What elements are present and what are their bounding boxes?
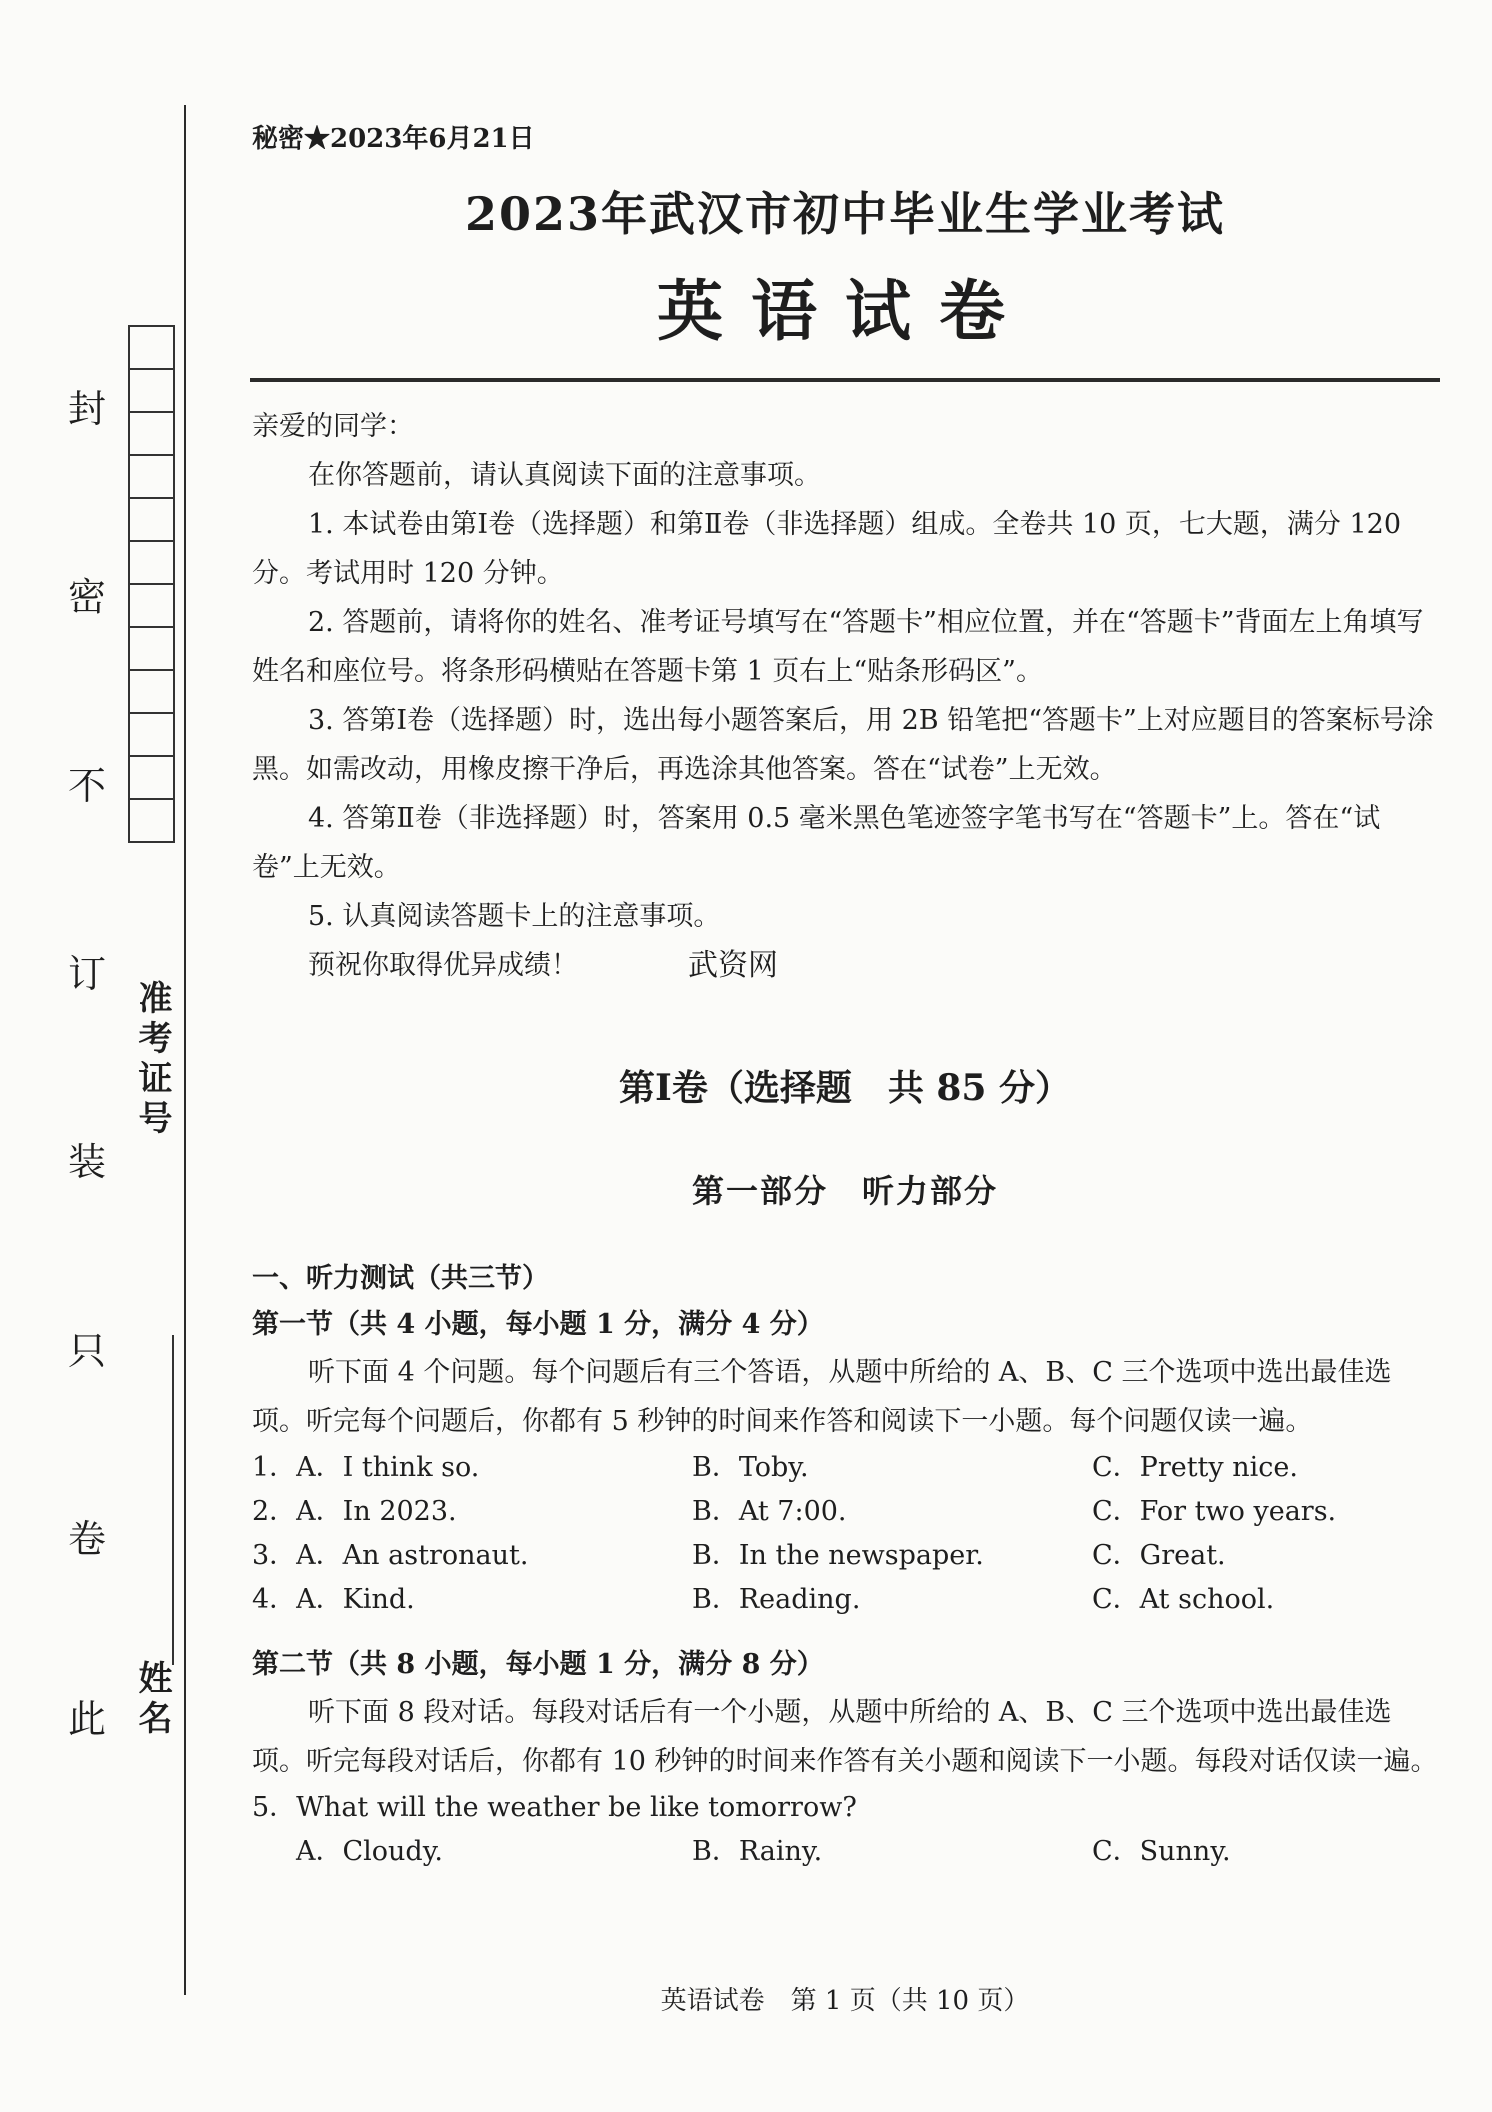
option-b: B．Rainy. — [692, 1836, 823, 1867]
section1-heading: 第一节（共 4 小题，每小题 1 分，满分 4 分） — [252, 1309, 824, 1340]
option-c: C．Great. — [1092, 1540, 1226, 1571]
part-title: 第一部分 听力部分 — [691, 1172, 998, 1210]
volume-title: 第Ⅰ卷（选择题 共 85 分） — [618, 1067, 1071, 1109]
listening-heading: 一、听力测试（共三节） — [252, 1263, 549, 1294]
exam-title: 2023年武汉市初中毕业生学业考试 — [464, 187, 1226, 241]
binding-char: 密 — [67, 575, 106, 619]
binding-char: 卷 — [67, 1517, 106, 1561]
option-b: B．At 7:00. — [692, 1496, 847, 1527]
option-a: A．Cloudy. — [296, 1836, 443, 1867]
id-number-label: 准考证号 — [132, 980, 172, 1140]
question-row — [252, 1446, 1442, 1490]
question-5 — [252, 1786, 1442, 1830]
binding-char: 只 — [67, 1329, 106, 1373]
option-b: B．In the newspaper. — [692, 1540, 984, 1571]
option-b: B．Reading. — [692, 1584, 861, 1615]
notice-item: 1. 本试卷由第Ⅰ卷（选择题）和第Ⅱ卷（非选择题）组成。全卷共 10 页，七大题，满分 120 分。考试用时 120 分钟。 — [252, 509, 1401, 589]
listening-section — [252, 1256, 1442, 1874]
option-a: 4．A．Kind. — [252, 1584, 415, 1615]
notice-intro: 在你答题前，请认真阅读下面的注意事项。 — [308, 460, 821, 491]
section2-heading: 第二节（共 8 小题，每小题 1 分，满分 8 分） — [252, 1649, 824, 1680]
binding-char: 订 — [67, 952, 106, 996]
id-number-boxes — [128, 325, 175, 843]
option-b: B．Toby. — [692, 1452, 809, 1483]
option-a: 3．A．An astronaut. — [252, 1540, 529, 1571]
notice-item: 4. 答第Ⅱ卷（非选择题）时，答案用 0.5 毫米黑色笔迹签字笔书写在“答题卡”上。答在“试卷”上无效。 — [252, 803, 1381, 883]
notice-item: 2. 答题前，请将你的姓名、准考证号填写在“答题卡”相应位置，并在“答题卡”背面左上角填写姓名和座位号。将条形码横贴在答题卡第 1 页右上“贴条形码区”。 — [252, 607, 1424, 687]
header-rule — [250, 378, 1440, 382]
notice-item: 5. 认真阅读答题卡上的注意事项。 — [308, 901, 721, 932]
section1-instruction: 听下面 4 个问题。每个问题后有三个答语，从题中所给的 A、B、C 三个选项中选出最佳选项。听完每个问题后，你都有 5 秒钟的时间来作答和阅读下一小题。每个问题仅读一遍。 — [252, 1357, 1392, 1437]
binding-char: 封 — [67, 387, 106, 431]
question-5-text: 5．What will the weather be like tomorrow? — [252, 1792, 857, 1823]
option-a: 2．A．In 2023. — [252, 1496, 457, 1527]
option-c: C．Sunny. — [1092, 1836, 1231, 1867]
notice-wish: 预祝你取得优异成绩！ — [308, 950, 578, 981]
watermark-text: 武资网 — [688, 948, 778, 983]
binding-line — [184, 105, 186, 1995]
question-5-options — [252, 1830, 1442, 1874]
binding-char: 此 — [67, 1697, 106, 1741]
option-c: C．Pretty nice. — [1092, 1452, 1298, 1483]
confidential-date: 秘密★2023年6月21日 — [252, 124, 535, 154]
name-label: 姓名 — [132, 1660, 172, 1740]
binding-char: 不 — [67, 764, 106, 808]
page-footer: 英语试卷 第 1 页（共 10 页） — [660, 1986, 1030, 2016]
notice-greeting: 亲爱的同学： — [252, 411, 414, 442]
option-c: C．At school. — [1092, 1584, 1275, 1615]
subject-title: 英语试卷 — [657, 272, 1033, 350]
option-c: C．For two years. — [1092, 1496, 1337, 1527]
question-row — [252, 1578, 1442, 1622]
option-a: 1．A．I think so. — [252, 1452, 480, 1483]
notice-block — [252, 402, 1440, 990]
binding-char: 装 — [67, 1140, 106, 1184]
name-line — [172, 1335, 174, 1665]
question-row — [252, 1490, 1442, 1534]
question-row — [252, 1534, 1442, 1578]
notice-item: 3. 答第Ⅰ卷（选择题）时，选出每小题答案后，用 2B 铅笔把“答题卡”上对应题目的答案标号涂黑。如需改动，用橡皮擦干净后，再选涂其他答案。答在“试卷”上无效。 — [252, 705, 1434, 785]
section2-instruction: 听下面 8 段对话。每段对话后有一个小题，从题中所给的 A、B、C 三个选项中选出最佳选项。听完每段对话后，你都有 10 秒钟的时间来作答有关小题和阅读下一小题。每段对话仅读一遍。 — [252, 1697, 1438, 1777]
